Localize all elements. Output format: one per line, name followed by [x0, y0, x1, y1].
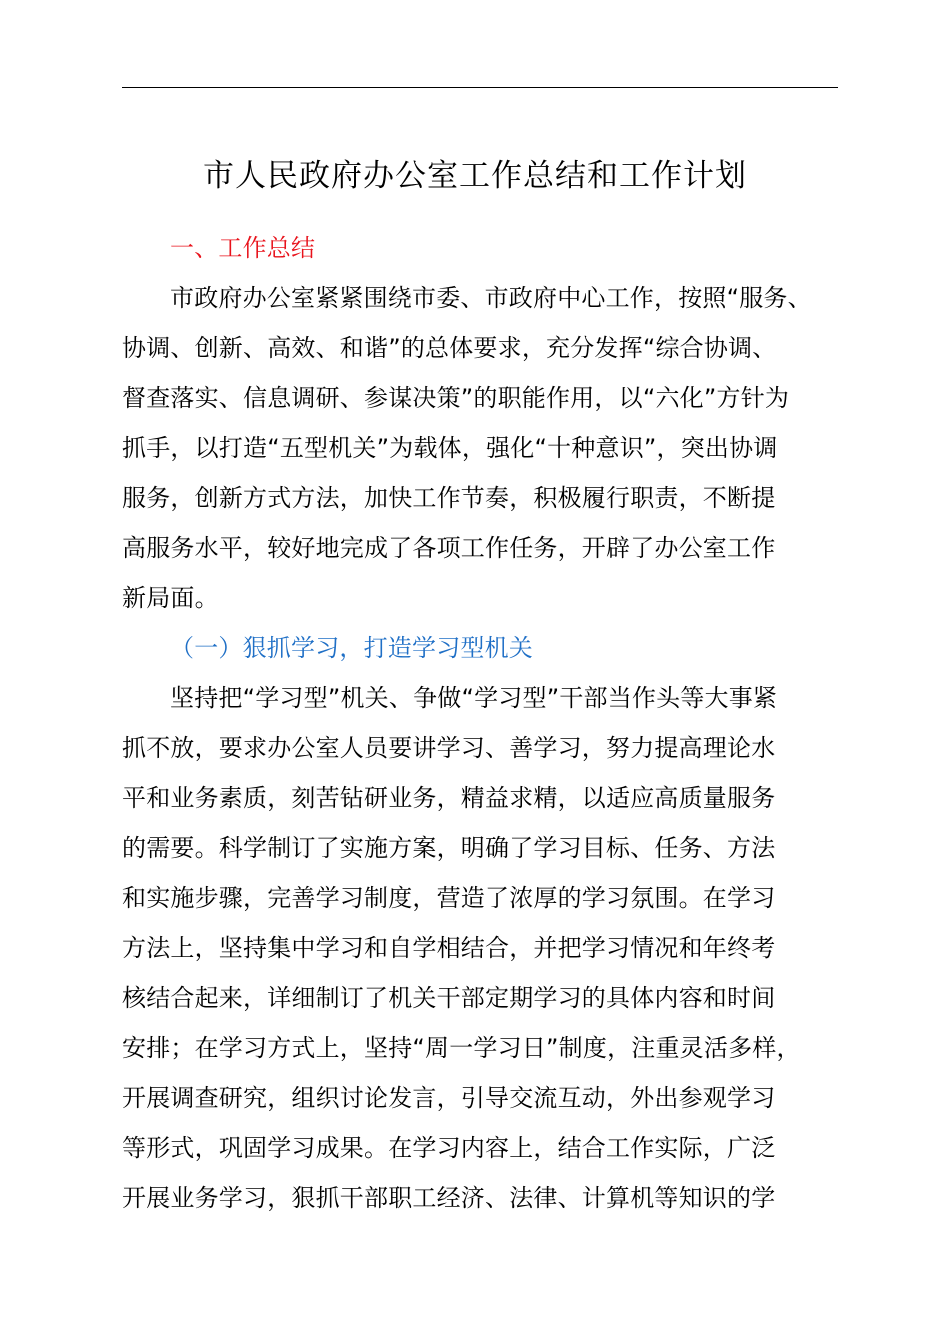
- paragraph-line: 开展调查研究，组织讨论发言，引导交流互动，外出参观学习: [122, 1084, 776, 1112]
- paragraph-line: 核结合起来，详细制订了机关干部定期学习的具体内容和时间: [122, 984, 776, 1012]
- paragraph-line: 安排；在学习方式上，坚持“周一学习日”制度，注重灵活多样，: [122, 1034, 801, 1062]
- paragraph-line: 新局面。: [122, 584, 219, 612]
- document-title: 市人民政府办公室工作总结和工作计划: [203, 158, 747, 194]
- document-body: [122, 223, 842, 1223]
- paragraph-line: 开展业务学习，狠抓干部职工经济、法律、计算机等知识的学: [122, 1184, 776, 1212]
- paragraph-line: 抓手，以打造“五型机关”为载体，强化“十种意识”，突出协调: [122, 434, 778, 462]
- paragraph-line: 平和业务素质，刻苦钻研业务，精益求精，以适应高质量服务: [122, 784, 776, 812]
- header-rule: [122, 87, 838, 88]
- paragraph-line: 方法上，坚持集中学习和自学相结合，并把学习情况和年终考: [122, 934, 776, 962]
- paragraph-line: 督查落实、信息调研、参谋决策”的职能作用，以“六化”方针为: [122, 384, 790, 412]
- paragraph-line: 协调、创新、高效、和谐”的总体要求，充分发挥“综合协调、: [122, 334, 777, 362]
- paragraph-line: 高服务水平，较好地完成了各项工作任务，开辟了办公室工作: [122, 534, 776, 562]
- paragraph-line: 坚持把“学习型”机关、争做“学习型”干部当作头等大事紧: [170, 684, 778, 712]
- section-heading-work-summary: 一、工作总结: [170, 234, 316, 262]
- paragraph-line: 抓不放，要求办公室人员要讲学习、善学习，努力提高理论水: [122, 734, 776, 762]
- paragraph-intro: [122, 273, 842, 623]
- paragraph-line: 市政府办公室紧紧围绕市委、市政府中心工作，按照“服务、: [170, 284, 812, 312]
- paragraph-line: 的需要。科学制订了实施方案，明确了学习目标、任务、方法: [122, 834, 776, 862]
- paragraph-line: 服务，创新方式方法，加快工作节奏，积极履行职责，不断提: [122, 484, 776, 512]
- subsection-heading-study: （一）狠抓学习，打造学习型机关: [170, 634, 533, 662]
- paragraph-study: [122, 673, 842, 1223]
- paragraph-line: 等形式，巩固学习成果。在学习内容上，结合工作实际，广泛: [122, 1134, 776, 1162]
- paragraph-line: 和实施步骤，完善学习制度，营造了浓厚的学习氛围。在学习: [122, 884, 776, 912]
